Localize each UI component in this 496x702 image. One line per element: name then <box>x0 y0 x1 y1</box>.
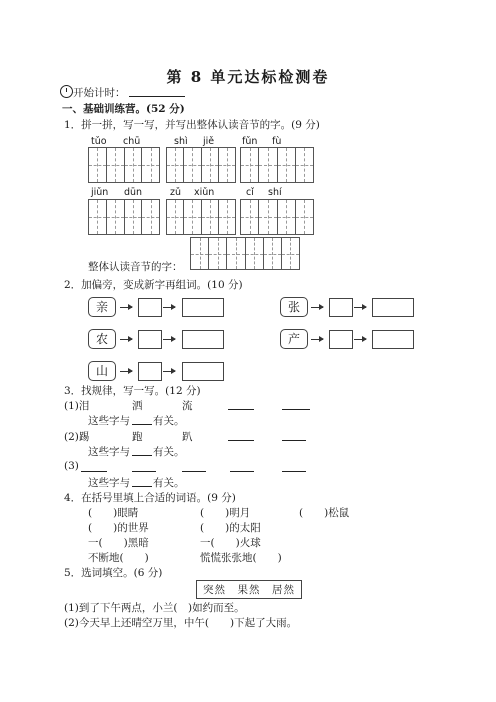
answer-blank[interactable] <box>132 471 156 472</box>
answer-blank[interactable] <box>282 409 310 410</box>
answer-blank[interactable] <box>230 471 254 472</box>
item-char: 流 <box>182 400 193 412</box>
radical-box[interactable] <box>329 330 353 349</box>
note-text: 有关。 <box>153 446 185 458</box>
writing-grid[interactable] <box>240 147 314 183</box>
item-char: 洒 <box>132 400 143 412</box>
pinyin: chū <box>123 136 141 147</box>
section-heading: 一、基础训练营。(52 分) <box>62 103 185 115</box>
fill-item[interactable]: ( )明月 <box>200 507 251 519</box>
pinyin: dūn <box>124 187 143 198</box>
arrow-icon <box>311 339 323 340</box>
answer-blank[interactable] <box>132 486 152 487</box>
pinyin: shí <box>268 187 282 198</box>
pinyin: jiě <box>203 136 215 147</box>
fill-item[interactable]: 一( )黑暗 <box>88 537 149 549</box>
pinyin: cǐ <box>246 187 254 198</box>
arrow-icon <box>120 371 132 372</box>
char-box: 亲 <box>88 297 116 317</box>
item-char: (1)泪 <box>64 400 90 412</box>
radical-box[interactable] <box>329 298 353 317</box>
answer-blank[interactable] <box>132 455 152 456</box>
writing-grid[interactable] <box>166 199 236 235</box>
answer-blank[interactable] <box>282 440 306 441</box>
answer-blank[interactable] <box>81 471 107 472</box>
arrow-icon <box>311 307 323 308</box>
writing-grid[interactable] <box>88 199 160 235</box>
char-box: 农 <box>88 329 116 349</box>
item-char: (2)踢 <box>64 431 90 443</box>
answer-blank[interactable] <box>228 440 254 441</box>
answer-blank[interactable] <box>228 409 254 410</box>
timer-input[interactable] <box>129 96 185 97</box>
char-box: 产 <box>280 329 308 349</box>
writing-grid[interactable] <box>166 147 236 183</box>
pinyin: xiǔn <box>194 187 215 198</box>
question-3-label: 3．找规律，写一写。(12 分) <box>64 385 201 397</box>
question-4-label: 4．在括号里填上合适的词语。(9 分) <box>64 492 236 504</box>
radical-box[interactable] <box>138 330 162 349</box>
answer-blank[interactable] <box>182 471 206 472</box>
item-char: 跑 <box>132 431 143 443</box>
fill-item[interactable]: 不断地( ) <box>88 552 149 564</box>
fill-item[interactable]: ( )眼睛 <box>88 507 139 519</box>
note-text: 有关。 <box>153 415 185 427</box>
pinyin: tǔo <box>91 136 107 147</box>
sentence-2[interactable]: (2)今天早上还晴空万里，中午( )下起了大雨。 <box>64 617 298 629</box>
fill-item[interactable]: ( )的太阳 <box>200 522 261 534</box>
char-box: 山 <box>88 361 116 381</box>
arrow-icon <box>120 339 132 340</box>
arrow-icon <box>354 339 366 340</box>
item-char: 趴 <box>182 431 193 443</box>
writing-grid[interactable] <box>190 237 300 270</box>
writing-grid[interactable] <box>88 147 160 183</box>
item-prefix: (3) <box>64 460 79 472</box>
fill-item[interactable]: 慌慌张张地( ) <box>200 552 282 564</box>
arrow-icon <box>163 307 175 308</box>
answer-blank[interactable] <box>282 471 306 472</box>
arrow-icon <box>163 339 175 340</box>
pinyin: shì <box>174 136 188 147</box>
question-5-label: 5．选词填空。(6 分) <box>64 567 163 579</box>
arrow-icon <box>354 307 366 308</box>
note-text: 有关。 <box>153 477 185 489</box>
timer-label: 开始计时： <box>73 87 126 99</box>
page-title: 第 8 单元达标检测卷 <box>166 68 330 86</box>
pinyin: zǔ <box>170 187 182 198</box>
answer-blank[interactable] <box>132 424 152 425</box>
question-1-label: 1．拼一拼，写一写，并写出整体认读音节的字。(9 分) <box>64 119 320 131</box>
pinyin: jiǔn <box>91 187 109 198</box>
word-box[interactable] <box>182 330 224 349</box>
fill-item[interactable]: ( )松鼠 <box>299 507 350 519</box>
word-bank: 突然 果然 居然 <box>196 580 302 599</box>
word-box[interactable] <box>372 330 414 349</box>
pinyin: fǔn <box>242 136 258 147</box>
note-text: 这些字与 <box>88 415 130 427</box>
radical-box[interactable] <box>138 298 162 317</box>
fill-item[interactable]: 一( )火球 <box>200 537 261 549</box>
radical-box[interactable] <box>138 362 162 381</box>
question-2-label: 2．加偏旁，变成新字再组词。(10 分) <box>64 279 243 291</box>
arrow-icon <box>120 307 132 308</box>
arrow-icon <box>163 371 175 372</box>
note-text: 这些字与 <box>88 446 130 458</box>
sentence-1[interactable]: (1)到了下午两点，小兰( )如约而至。 <box>64 602 245 614</box>
word-box[interactable] <box>182 362 224 381</box>
word-box[interactable] <box>372 298 414 317</box>
char-box: 张 <box>280 297 308 317</box>
note-text: 这些字与 <box>88 477 130 489</box>
word-box[interactable] <box>182 298 224 317</box>
recognize-label: 整体认读音节的字： <box>88 261 183 273</box>
pinyin: fù <box>272 136 282 147</box>
fill-item[interactable]: ( )的世界 <box>88 522 149 534</box>
clock-icon <box>60 85 73 98</box>
writing-grid[interactable] <box>240 199 314 235</box>
